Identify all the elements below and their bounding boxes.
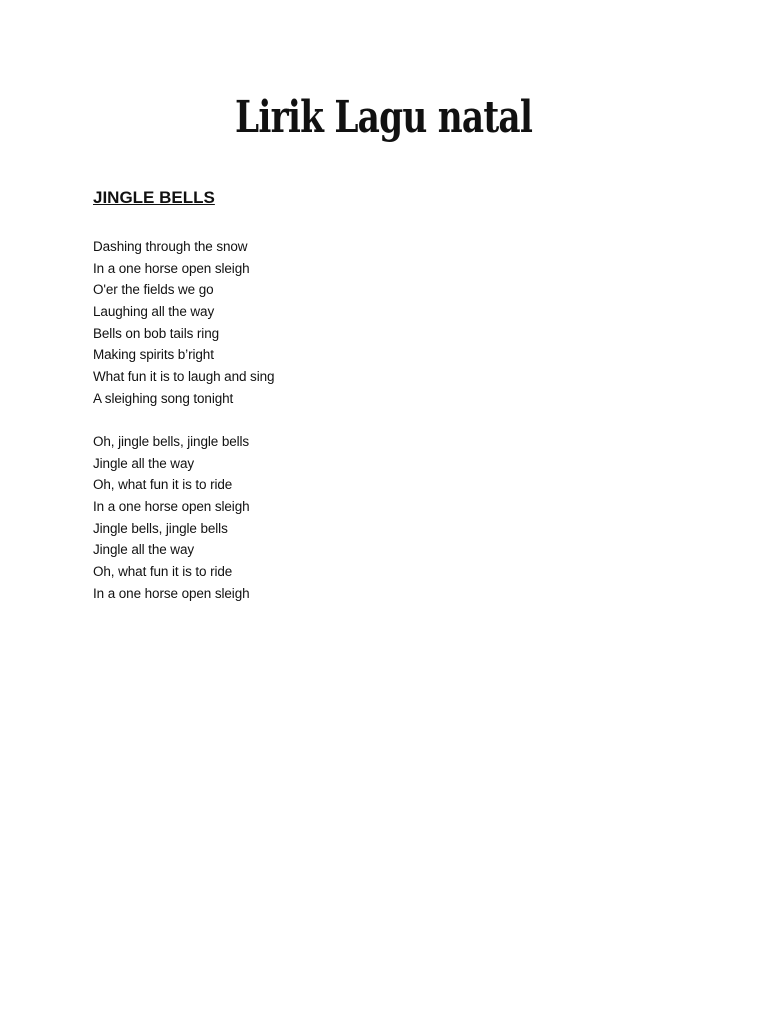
lyric-line: Bells on bob tails ring <box>93 325 220 341</box>
lyrics-stanza-verse <box>93 236 274 410</box>
lyric-line: Jingle all the way <box>93 455 195 471</box>
song-title: JINGLE BELLS <box>93 188 215 207</box>
lyric-line: In a one horse open sleigh <box>93 585 250 601</box>
lyrics-stanza-chorus <box>93 431 250 605</box>
document-title: Lirik Lagu natal <box>234 92 533 143</box>
lyric-line: A sleighing song tonight <box>93 390 234 406</box>
lyric-line: In a one horse open sleigh <box>93 260 250 276</box>
lyric-line: Oh, jingle bells, jingle bells <box>93 434 250 449</box>
lyric-line: O'er the fields we go <box>93 282 214 298</box>
lyric-line: Oh, what fun it is to ride <box>93 564 233 580</box>
lyric-line: In a one horse open sleigh <box>93 499 250 515</box>
lyric-line: Jingle all the way <box>93 542 195 558</box>
lyric-line: Dashing through the snow <box>93 239 248 254</box>
lyric-line: Making spirits b’right <box>93 347 214 363</box>
lyric-line: What fun it is to laugh and sing <box>93 369 275 385</box>
lyric-line: Oh, what fun it is to ride <box>93 477 233 493</box>
lyric-line: Laughing all the way <box>93 304 215 320</box>
lyric-line: Jingle bells, jingle bells <box>93 520 228 536</box>
